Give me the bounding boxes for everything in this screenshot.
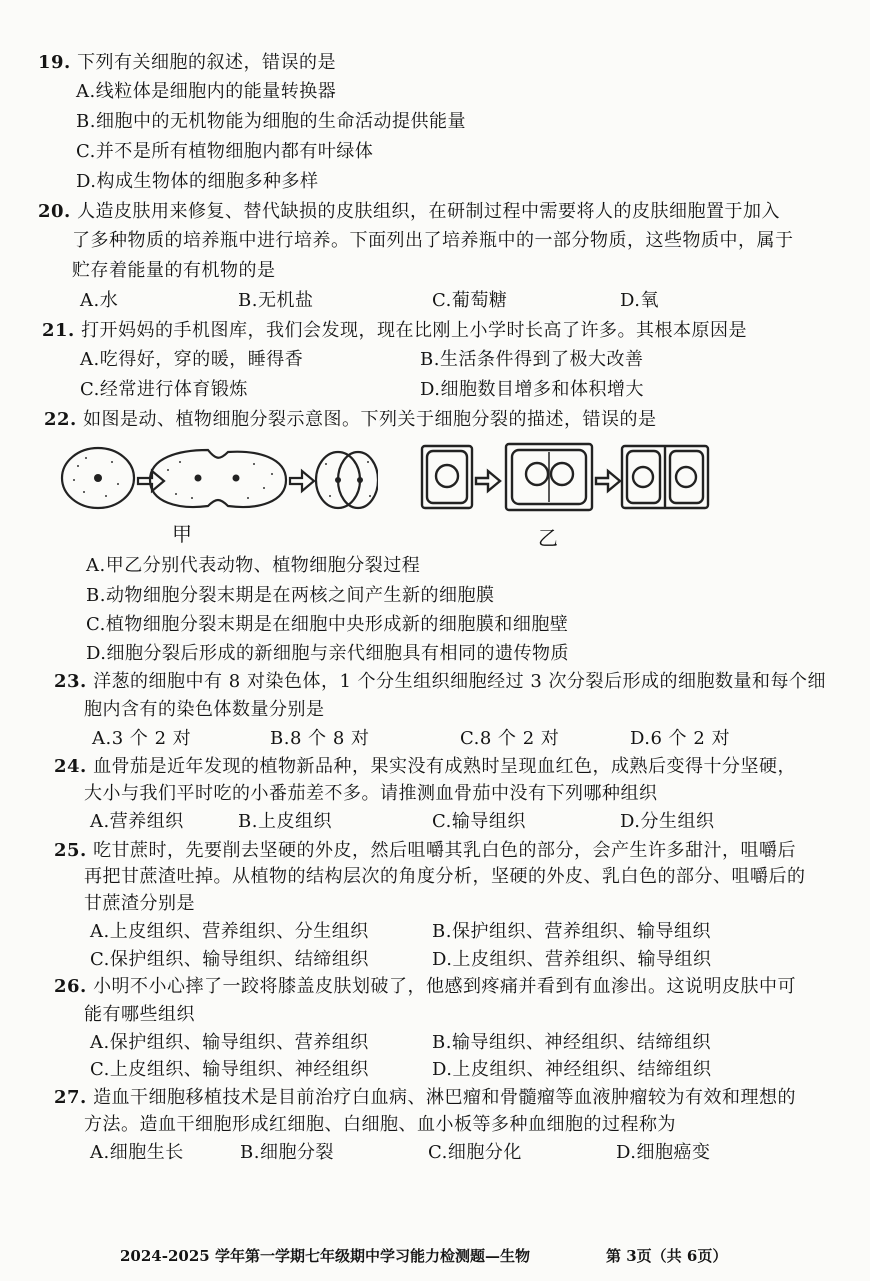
option[interactable]: A.细胞生长 (90, 1142, 184, 1163)
question-number: 23. (54, 671, 87, 692)
question-24-stem (54, 756, 796, 778)
option[interactable]: B.8 个 8 对 (270, 728, 370, 749)
question-text: 如图是动、植物细胞分裂示意图。下列关于细胞分裂的描述，错误的是 (83, 409, 657, 430)
question-text: 人造皮肤用来修复、替代缺损的皮肤组织，在研制过程中需要将人的皮肤细胞置于加入 (77, 201, 781, 222)
option[interactable]: A.水 (80, 290, 119, 311)
question-21-stem (42, 320, 747, 342)
option[interactable]: B.生活条件得到了极大改善 (420, 349, 644, 370)
question-20-stem (38, 201, 780, 223)
question-text: 了多种物质的培养瓶中进行培养。下面列出了培养瓶中的一部分物质，这些物质中，属于 (72, 230, 794, 251)
option[interactable]: A.线粒体是细胞内的能量转换器 (76, 81, 337, 102)
question-25-stem (54, 840, 796, 862)
option[interactable]: D.细胞分裂后形成的新细胞与亲代细胞具有相同的遗传物质 (86, 643, 570, 664)
option[interactable]: A.吃得好，穿的暖，睡得香 (80, 349, 304, 370)
question-text: 小明不小心摔了一跤将膝盖皮肤划破了，他感到疼痛并看到有血渗出。这说明皮肤中可 (93, 976, 797, 997)
option[interactable]: B.细胞分裂 (240, 1142, 334, 1163)
option[interactable]: B.无机盐 (238, 290, 314, 311)
option[interactable]: C.8 个 2 对 (460, 728, 560, 749)
footer-title: 2024-2025 学年第一学期七年级期中学习能力检测题—生物 (120, 1247, 530, 1265)
question-22-stem (44, 409, 657, 431)
question-text: 方法。造血干细胞形成红细胞、白细胞、血小板等多种血细胞的过程称为 (84, 1114, 676, 1135)
option[interactable]: D.分生组织 (620, 811, 715, 832)
dividing-animal-cell (150, 450, 286, 507)
plant-cell (422, 446, 472, 508)
option[interactable]: D.氧 (620, 290, 660, 311)
figure-label-jia: 甲 (172, 522, 192, 546)
question-text: 洋葱的细胞中有 8 对染色体，1 个分生组织细胞经过 3 次分裂后形成的细胞数量和每个细 (93, 671, 827, 692)
question-19-stem (38, 52, 336, 74)
option[interactable]: D.细胞癌变 (616, 1142, 711, 1163)
option[interactable]: C.经常进行体育锻炼 (80, 379, 248, 400)
question-number: 22. (44, 409, 77, 430)
option[interactable]: C.细胞分化 (428, 1142, 522, 1163)
question-number: 26. (54, 976, 87, 997)
question-text: 贮存着能量的有机物的是 (72, 260, 276, 281)
option[interactable]: A.3 个 2 对 (92, 728, 192, 749)
question-text: 打开妈妈的手机图库，我们会发现，现在比刚上小学时长高了许多。其根本原因是 (81, 320, 748, 341)
question-text: 造血干细胞移植技术是目前治疗白血病、淋巴瘤和骨髓瘤等血液肿瘤较为有效和理想的 (93, 1087, 797, 1108)
option[interactable]: B.动物细胞分裂末期是在两核之间产生新的细胞膜 (86, 585, 495, 606)
option[interactable]: D.上皮组织、营养组织、输导组织 (432, 949, 712, 970)
option[interactable]: A.营养组织 (90, 811, 184, 832)
page-number: 第 3页（共 6页） (606, 1247, 728, 1265)
option[interactable]: A.保护组织、输导组织、营养组织 (90, 1032, 369, 1053)
question-26-stem (54, 976, 796, 998)
option[interactable]: D.6 个 2 对 (630, 728, 731, 749)
question-number: 21. (42, 320, 75, 341)
option[interactable]: D.构成生物体的细胞多种多样 (76, 171, 319, 192)
option[interactable]: B.保护组织、营养组织、输导组织 (432, 921, 711, 942)
plant-cell-division-figure (418, 440, 714, 516)
option[interactable]: B.输导组织、神经组织、结缔组织 (432, 1032, 711, 1053)
option[interactable]: C.上皮组织、输导组织、神经组织 (90, 1059, 369, 1080)
question-text: 再把甘蔗渣吐掉。从植物的结构层次的角度分析，坚硬的外皮、乳白色的部分、咀嚼后的 (84, 866, 806, 887)
question-23-stem (54, 671, 826, 693)
option[interactable]: B.上皮组织 (238, 811, 332, 832)
option[interactable]: B.细胞中的无机物能为细胞的生命活动提供能量 (76, 111, 466, 132)
option[interactable]: C.保护组织、输导组织、结缔组织 (90, 949, 369, 970)
option[interactable]: A.上皮组织、营养组织、分生组织 (90, 921, 369, 942)
question-text: 大小与我们平时吃的小番茄差不多。请推测血骨茄中没有下列哪种组织 (84, 783, 658, 804)
option[interactable]: C.输导组织 (432, 811, 526, 832)
question-number: 19. (38, 52, 71, 73)
question-text: 下列有关细胞的叙述，错误的是 (77, 52, 337, 73)
question-text: 血骨茄是近年发现的植物新品种，果实没有成熟时呈现血红色，成熟后变得十分坚硬， (93, 756, 797, 777)
option[interactable]: C.植物细胞分裂末期是在细胞中央形成新的细胞膜和细胞壁 (86, 614, 569, 635)
option[interactable]: A.甲乙分别代表动物、植物细胞分裂过程 (86, 555, 421, 576)
option[interactable]: D.细胞数目增多和体积增大 (420, 379, 645, 400)
question-number: 27. (54, 1087, 87, 1108)
question-text: 甘蔗渣分别是 (84, 893, 195, 914)
option[interactable]: C.葡萄糖 (432, 290, 508, 311)
option[interactable]: D.上皮组织、神经组织、结缔组织 (432, 1059, 712, 1080)
arrow-icon (290, 471, 314, 491)
question-text: 胞内含有的染色体数量分别是 (84, 699, 325, 720)
question-number: 25. (54, 840, 87, 861)
question-text: 能有哪些组织 (84, 1004, 195, 1025)
option[interactable]: C.并不是所有植物细胞内都有叶绿体 (76, 141, 374, 162)
question-number: 24. (54, 756, 87, 777)
animal-cell-division-figure (58, 440, 378, 515)
question-number: 20. (38, 201, 71, 222)
figure-label-yi: 乙 (538, 526, 558, 550)
question-27-stem (54, 1087, 796, 1109)
question-text: 吃甘蔗时，先要削去坚硬的外皮，然后咀嚼其乳白色的部分，会产生许多甜汁，咀嚼后 (93, 840, 797, 861)
arrow-icon (476, 471, 500, 491)
arrow-icon (596, 471, 620, 491)
